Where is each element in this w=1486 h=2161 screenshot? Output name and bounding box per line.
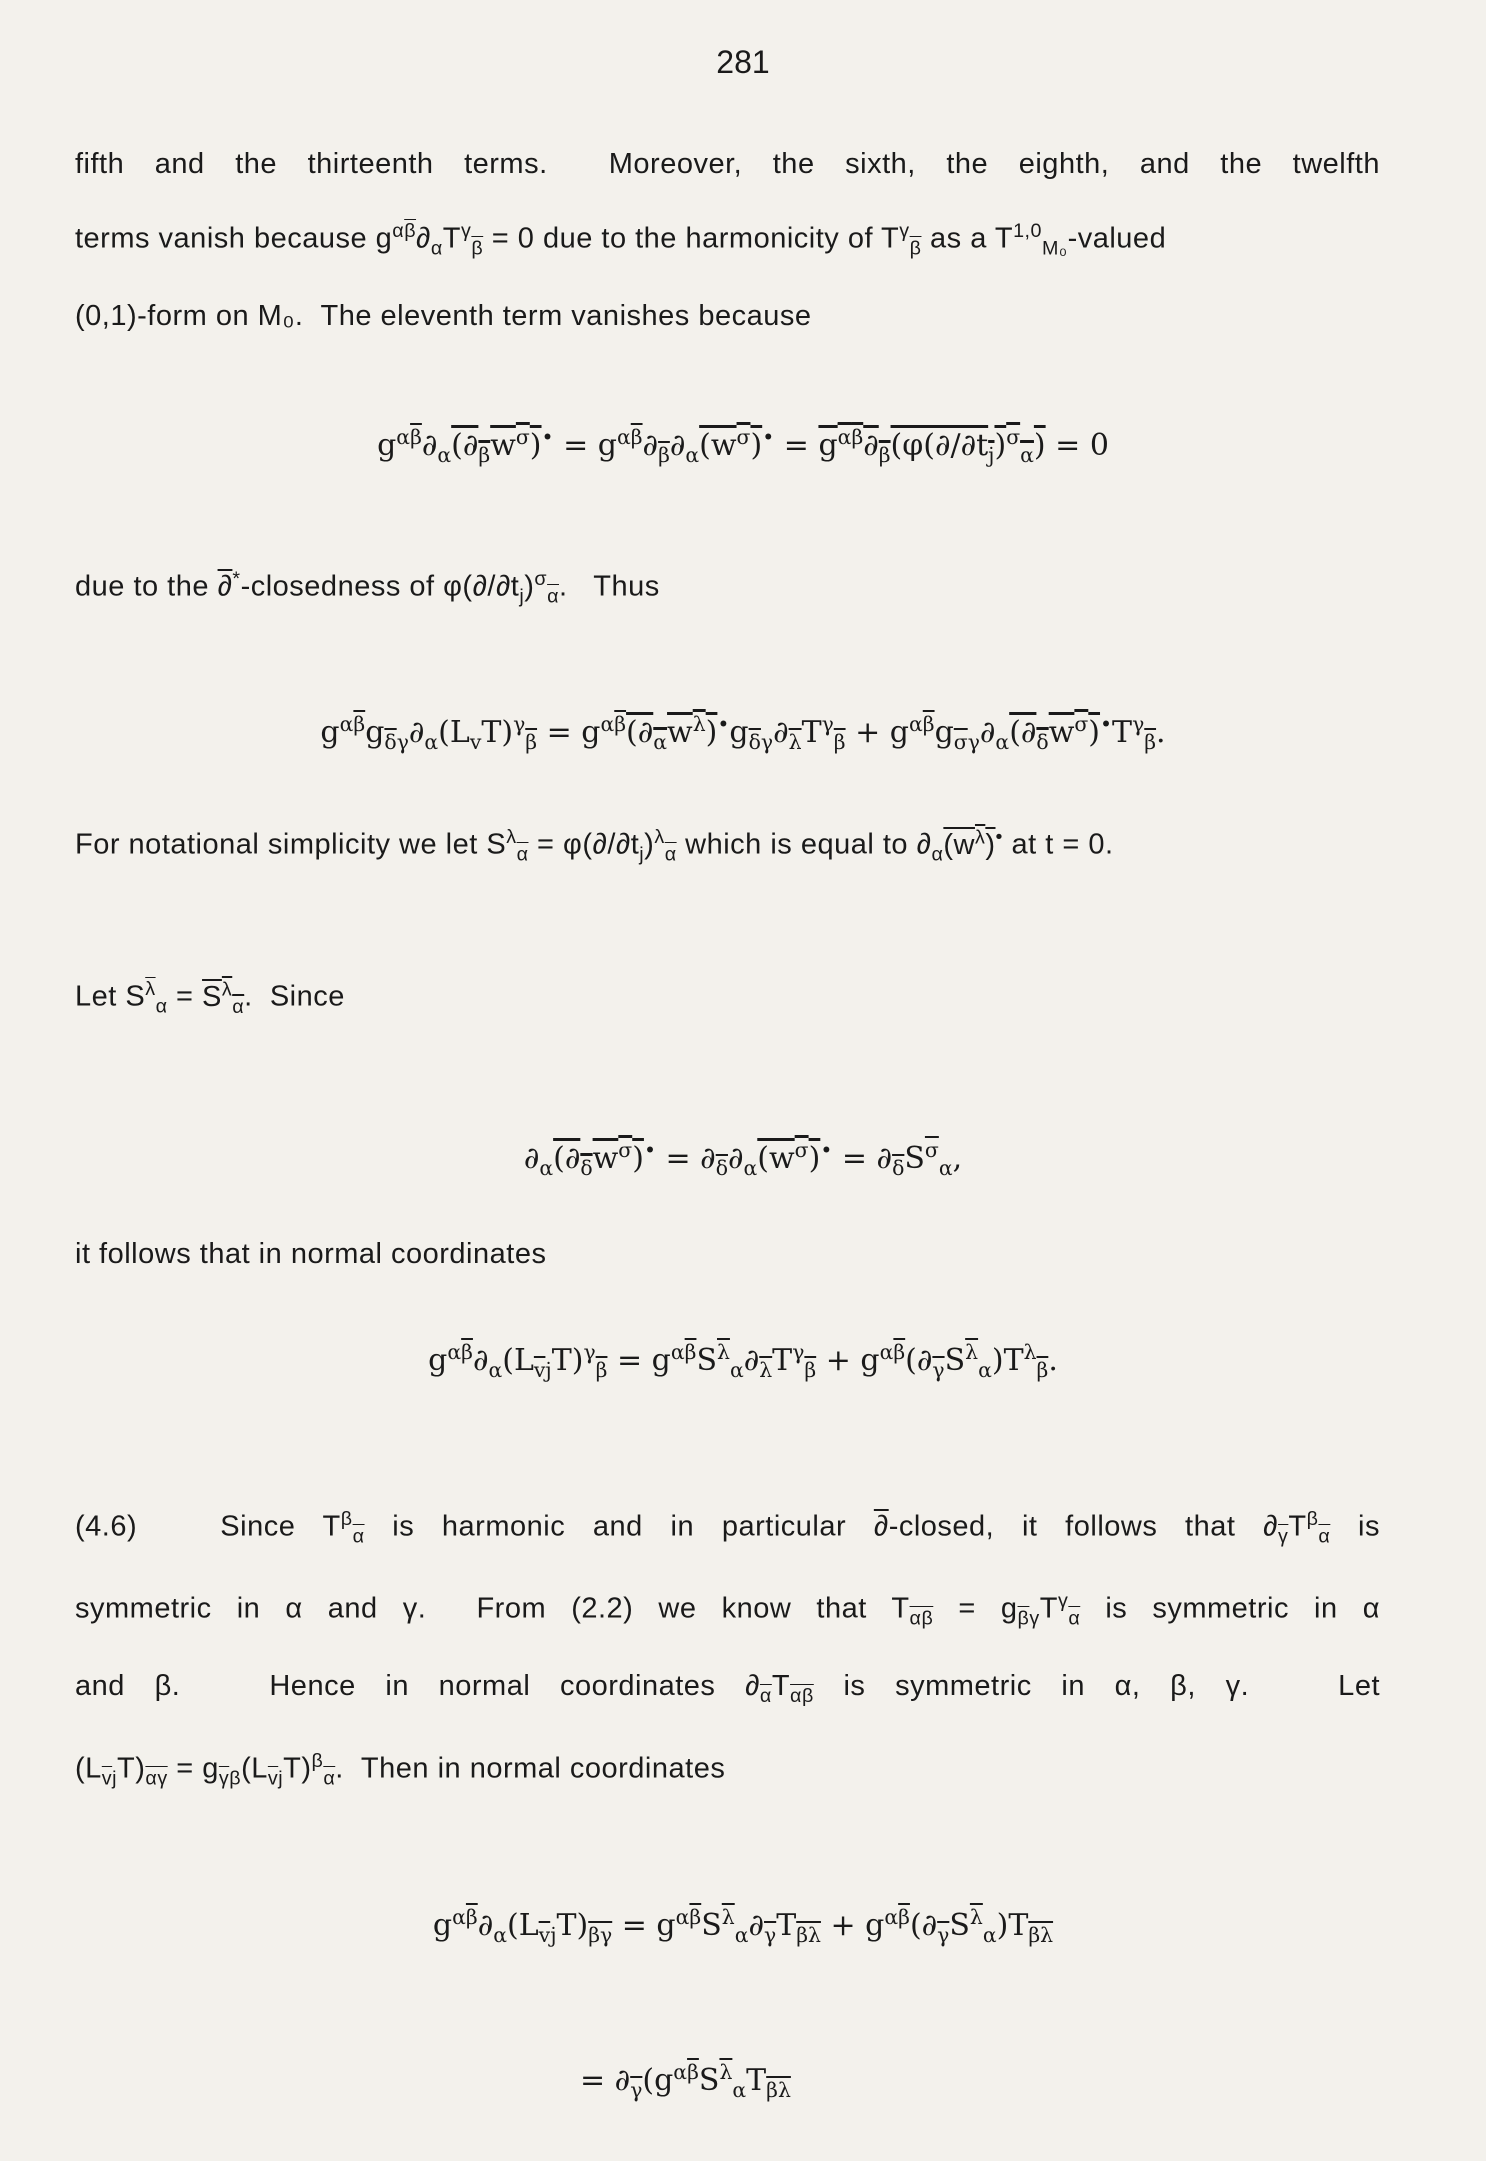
text-line-6: Let $S^{\overline{\lambda}}_\alpha = S^\lambda_\alpha$. Since	[75, 978, 345, 1018]
equation-2: $g^{\alpha\overline{\beta}}g_{\overline{\delta}\gamma}\partial_\alpha(L_vT)^\gamma_{\overline{\beta}} = g^{\alpha\overline{\beta}}(\partial_\alpha w^\lambda)^•g_{\overline{\delta}\gamma}\partial_{\overline{\lambda}}T^\gamma_{\overline{\beta}} + g^{\alpha\overline{\beta}}g_{\overline{\sigma}\gamma}\partial_\alpha(\partial_\delta w^\sigma)^•T^\gamma_{\overline{\beta}}$.	[320, 712, 1166, 754]
equation-1: $g^{\alpha\overline{\beta}}\partial_\alpha(\partial_\beta w^\sigma)^• = g^{\alpha\overline{\beta}}\partial_{\overline{\beta}}\partial_\alpha(w^\sigma)^• = g^{\alpha\beta}\partial_\beta(\varphi(\partial/\partial t_j)^\sigma_\alpha) = 0$	[377, 425, 1109, 467]
text-line-5: For notational simplicity we let $S^\lambda_{\overline{\alpha}} = \varphi(\partial/\partial t_j)^\lambda_{\overline{\alpha}}$ which is equal to $\partial_\alpha(w^\lambda)^•$ at t = 0.	[75, 826, 1114, 866]
text-line-7: it follows that in normal coordinates	[75, 1238, 547, 1270]
equation-5: $g^{\alpha\overline{\beta}}\partial_\alpha(L_{\overline{v}j}T)_{\overline{\beta\gamma}} = g^{\alpha\overline{\beta}}S^{\overline{\lambda}}_\alpha\partial_{\overline{\gamma}}T_{\overline{\beta\lambda}} + g^{\alpha\overline{\beta}}(\partial_{\overline{\gamma}}S^{\overline{\lambda}}_\alpha)T_{\overline{\beta\lambda}}$	[432, 1905, 1054, 1947]
text-line-11: $(L_{\overline{v}j}T)_{\overline{\alpha\gamma}} = g_{\overline{\gamma}\beta}(L_{\overline{v}j}T)^\beta_{\overline{\alpha}}$. Then in normal coordinates	[75, 1750, 726, 1790]
text-line-9: symmetric in α and γ. From (2.2) we know that $T_{\overline{\alpha\beta}} = g_{\overline{\beta}\gamma}T^\gamma_{\overline{\alpha}}$ is symmetric in α	[75, 1590, 1380, 1630]
text-line-3: (0,1)-form on M₀. The eleventh term vanishes because	[75, 300, 812, 332]
text-line-8: (4.6) Since $T^\beta_{\overline{\alpha}}$ is harmonic and in particular ∂-closed, it follows that $\partial_{\overline{\gamma}}T^\beta_{\overline{\alpha}}$ is	[75, 1508, 1380, 1548]
equation-3: $\partial_\alpha(\partial_\delta w^\sigma)^• = \partial_{\overline{\delta}}\partial_\alpha(w^\sigma)^• = \partial_{\overline{\delta}}S^{\overline{\sigma}}_\alpha$,	[523, 1138, 963, 1180]
page-number: 281	[716, 44, 770, 80]
text-line-2: terms vanish because $g^{\alpha\overline{\beta}}\partial_\alpha T^\gamma_{\overline{\beta}} = 0$ due to the harmonicity of $T^\gamma_{\overline{\beta}}$ as a T$^{1,0}_{M_0}$-valued	[75, 220, 1167, 260]
equation-4: $g^{\alpha\overline{\beta}}\partial_\alpha(L_{\overline{v}j}T)^\gamma_{\overline{\beta}} = g^{\alpha\overline{\beta}}S^{\overline{\lambda}}_\alpha\partial_{\overline{\lambda}}T^\gamma_{\overline{\beta}} + g^{\alpha\overline{\beta}}(\partial_{\overline{\gamma}}S^{\overline{\lambda}}_\alpha)T^\lambda_{\overline{\beta}}$.	[428, 1340, 1058, 1382]
text-line-1: fifth and the thirteenth terms. Moreover, the sixth, the eighth, and the twelfth	[75, 148, 1380, 180]
text-line-10: and β. Hence in normal coordinates $\partial_{\overline{\alpha}}T_{\overline{\alpha\beta}}$ is symmetric in α, β, γ. Let	[75, 1670, 1380, 1707]
text-line-4: due to the ∂*-closedness of $\varphi(\partial/\partial t_j)^\sigma_{\overline{\alpha}}$. Thus	[75, 568, 660, 608]
equation-6: = $\partial_{\overline{\gamma}}(g^{\alpha\overline{\beta}}S^{\overline{\lambda}}_\alpha T_{\overline{\beta\lambda}}$	[580, 2060, 791, 2102]
